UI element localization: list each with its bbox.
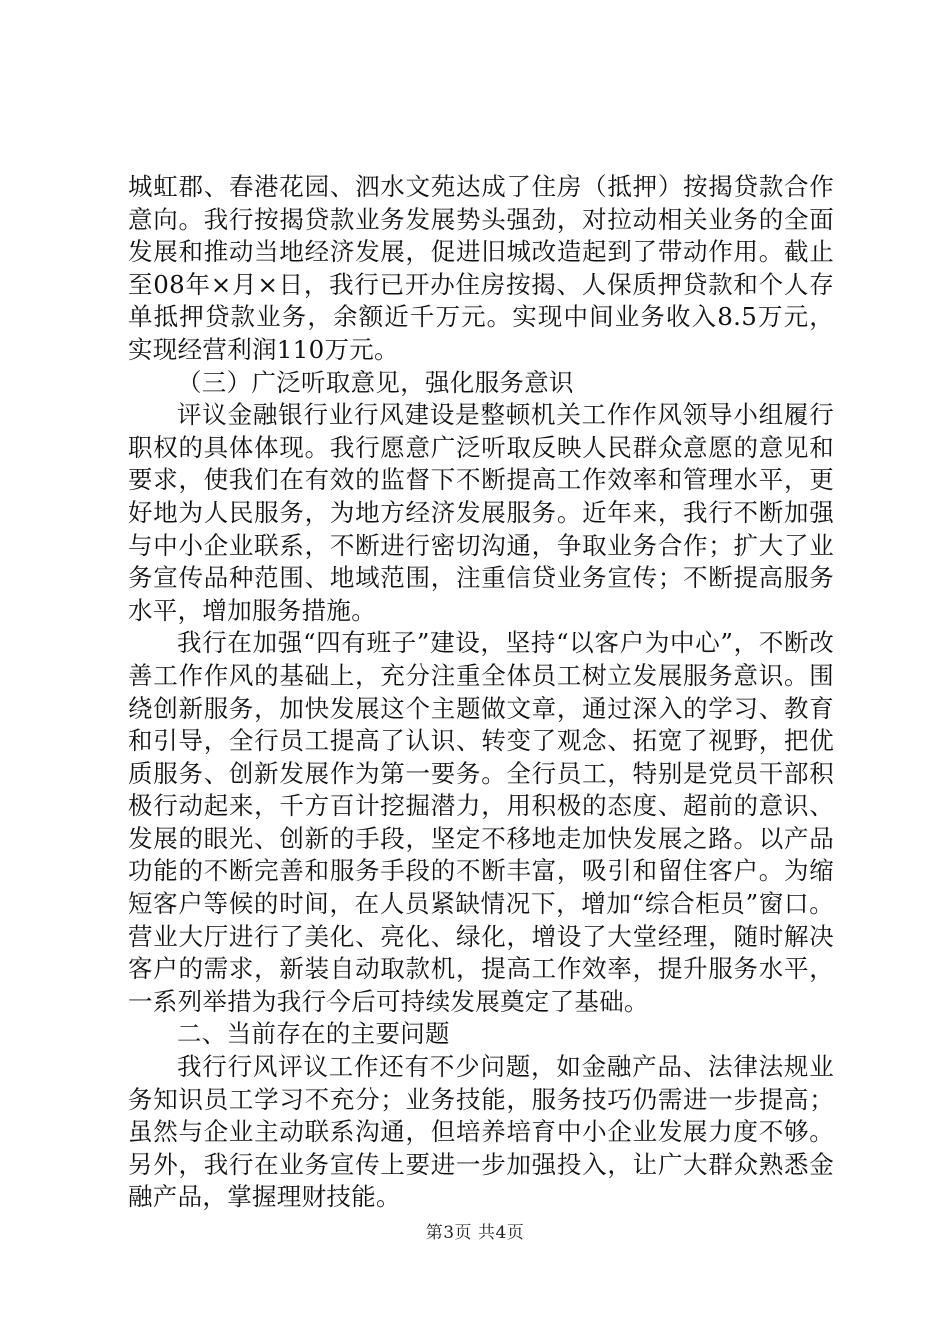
paragraph-loan-business: 城虹郡、春港花园、泗水文苑达成了住房（抵押）按揭贷款合作意向。我行按揭贷款业务发展势头强劲，对拉动相关业务的全面发展和推动当地经济发展，促进旧城改造起到了带动作用。截止至08年×月×日，我行已开办住房按揭、人保质押贷款和个人存单抵押贷款业务，余额近千万元。实现中间业务收入8.5万元，实现经营利润110万元。 — [128, 172, 834, 364]
page-number-footer: 第3页 共4页 — [425, 1223, 525, 1243]
section-heading-service: （三）广泛听取意见，强化服务意识 — [177, 367, 574, 397]
section-heading-problems: 二、当前存在的主要问题 — [177, 1019, 450, 1049]
paragraph-problems: 我行行风评议工作还有不少问题，如金融产品、法律法规业务知识员工学习不充分；业务技能，服务技巧仍需进一步提高；虽然与企业主动联系沟通，但培养培育中小企业发展力度不够。另外，我行在业务宣传上要进一步加强投入，让广大群众熟悉金融产品，掌握理财技能。 — [128, 1052, 834, 1212]
paragraph-feedback: 评议金融银行业行风建设是整顿机关工作作风领导小组履行职权的具体体现。我行愿意广泛听取反映人民群众意愿的意见和要求，使我们在有效的监督下不断提高工作效率和管理水平，更好地为人民服务，为地方经济发展服务。近年来，我行不断加强与中小企业联系，不断进行密切沟通，争取业务合作；扩大了业务宣传品种范围、地域范围，注重信贷业务宣传；不断提高服务水平，增加服务措施。 — [128, 400, 834, 625]
paragraph-service-awareness: 我行在加强“四有班子”建设，坚持“以客户为中心”，不断改善工作作风的基础上，充分注重全体员工树立发展服务意识。围绕创新服务，加快发展这个主题做文章，通过深入的学习、教育和引导，全行员工提高了认识、转变了观念、拓宽了视野，把优质服务、创新发展作为第一要务。全行员工，特别是党员干部积极行动起来，千方百计挖掘潜力，用积极的态度、超前的意识、发展的眼光、创新的手段，坚定不移地走加快发展之路。以产品功能的不断完善和服务手段的不断丰富，吸引和留住客户。为缩短客户等候的时间，在人员紧缺情况下，增加“综合柜员”窗口。营业大厅进行了美化、亮化、绿化，增设了大堂经理，随时解决客户的需求，新装自动取款机，提高工作效率，提升服务水平，一系列举措为我行今后可持续发展奠定了基础。 — [128, 628, 834, 1016]
document-body — [128, 171, 834, 1214]
